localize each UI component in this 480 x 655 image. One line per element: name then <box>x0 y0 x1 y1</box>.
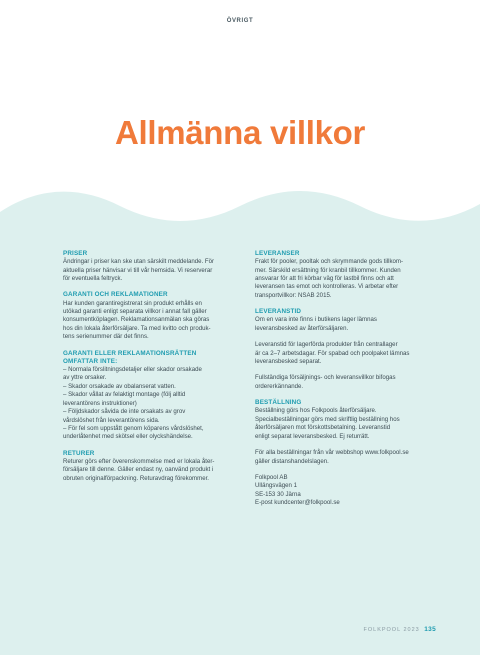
bestallning-heading: BESTÄLLNING <box>255 399 302 407</box>
returer-heading: RETURER <box>63 449 95 457</box>
text-line: gäller distanshandelslagen. <box>255 457 329 465</box>
leveranser-heading: LEVERANSER <box>255 250 300 257</box>
list-item: – För fel som uppstått genom köparens vårdslöshet, underlåtenhet med skötsel eller olyckshändelse. <box>63 424 204 441</box>
leveranstid-heading: LEVERANSTID <box>255 308 302 316</box>
returer-section <box>63 450 241 483</box>
text-line: Frakt för pooler, pooltak och skrymmande gods tillkom- <box>255 258 404 266</box>
priser-text <box>63 258 241 283</box>
page-number: 135 <box>424 626 436 633</box>
text-line: Fullständiga försäljnings- och leveransvillkor bifogas <box>255 374 396 382</box>
leveranstid-text-2 <box>255 341 435 366</box>
priser-heading: PRISER <box>63 250 88 257</box>
postal-address: SE-153 30 Järna <box>255 490 301 498</box>
text-line: Om en vara inte finns i butikens lager lämnas <box>255 316 377 324</box>
text-line: Leveranstid för lagerförda produkter från centrallager <box>255 341 398 349</box>
text-line: mer. Särskild ersättning för kranbil tillkommer. Kunden <box>255 266 401 274</box>
text-line: leveransen tas emot och kontrolleras. Vi arbetar efter <box>255 283 399 291</box>
bestallning-text-2 <box>255 449 435 466</box>
text-line: leveransbesked av återförsäljaren. <box>255 324 349 332</box>
text-line: transportvillkor: NSAB 2015. <box>255 291 332 299</box>
right-column <box>255 250 435 516</box>
undantag-section <box>63 350 241 442</box>
footer-brand: FOLKPOOL 2023 <box>363 627 420 633</box>
text-line: Har kunden garantiregistrerat sin produkt erhålls en <box>63 299 202 307</box>
leveranstid-text-1 <box>255 316 435 333</box>
undantag-list <box>63 366 241 442</box>
leveranstid-section <box>255 308 435 391</box>
list-item: – Skador orsakade av obalanserat vatten. <box>63 382 176 390</box>
company-address <box>255 474 435 508</box>
left-column <box>63 250 241 491</box>
garanti-section <box>63 291 241 341</box>
text-line: ordererkännande. <box>255 382 304 390</box>
text-line: hos din lokala återförsäljare. Ta med kvitto och produk- <box>63 324 211 332</box>
leveranstid-text-3 <box>255 374 435 391</box>
section-tag: ÖVRIGT <box>226 18 254 24</box>
text-line: aktuella priser hänvisar vi till vår hemsida. Vi reserverar <box>63 266 213 274</box>
returer-text <box>63 458 241 483</box>
email-address: E-post kundcenter@folkpool.se <box>255 499 340 507</box>
text-line: ansvarar för att fri körbar väg för lastbil finns och att <box>255 275 394 283</box>
text-line: Beställning görs hos Folkpools återförsäljare. <box>255 407 377 415</box>
text-line: Returer görs efter överenskommelse med er lokala åter- <box>63 457 215 465</box>
bestallning-text-1 <box>255 407 435 441</box>
leveranser-text <box>255 258 435 300</box>
garanti-heading: GARANTI OCH REKLAMATIONER <box>63 291 168 299</box>
street-address: Ullängsvägen 1 <box>255 482 298 490</box>
text-line: återförsäljaren mot förskottsbetalning. Leveranstid <box>255 424 391 432</box>
undantag-heading: GARANTI ELLER REKLAMATIONSRÄTTEN <box>63 349 197 357</box>
bestallning-section <box>255 399 435 507</box>
text-line: tens serienummer där det finns. <box>63 333 149 341</box>
text-line: Ändringar i priser kan ske utan särskilt meddelande. För <box>63 258 215 266</box>
text-line: försäljare till denne. Gäller endast ny, oanvänd produkt i <box>63 466 214 474</box>
leveranser-section <box>255 250 435 300</box>
text-line: för eventuella feltryck. <box>63 275 123 283</box>
company-name: Folkpool AB <box>255 473 288 481</box>
text-line: obruten originalförpackning. Returavdrag förekommer. <box>63 474 209 482</box>
list-item: – Följdskador såvida de inte orsakats av grov vårdslöshet från leverantörens sida. <box>63 408 186 424</box>
garanti-text <box>63 300 241 342</box>
text-line: utökad garanti enligt separata villkor i annat fall gäller <box>63 308 207 316</box>
text-line: enligt separat leveransbesked. Ej returrätt. <box>255 432 370 440</box>
priser-section <box>63 250 241 283</box>
page-title: Allmänna villkor <box>114 114 366 151</box>
text-line: Specialbeställningar görs med skriftlig beställning hos <box>255 415 400 423</box>
undantag-heading-2: OMFATTAR INTE: <box>63 357 118 365</box>
text-line: konsumentköplagen. Reklamationsanmälan ska göras <box>63 316 210 324</box>
page-footer <box>364 626 437 633</box>
list-item: – Skador vållat av felaktigt montage (följ alltid leverantörens instruktioner) <box>63 391 186 407</box>
text-line: För alla beställningar från vår webbshop www.folkpool.se <box>255 449 409 457</box>
text-line: leveransbesked separat. <box>255 358 322 366</box>
text-line: är ca 2–7 arbetsdagar. För spabad och poolpaket lämnas <box>255 349 410 357</box>
list-item: – Normala förslitningsdetaljer eller skador orsakade av yttre orsaker. <box>63 366 202 382</box>
